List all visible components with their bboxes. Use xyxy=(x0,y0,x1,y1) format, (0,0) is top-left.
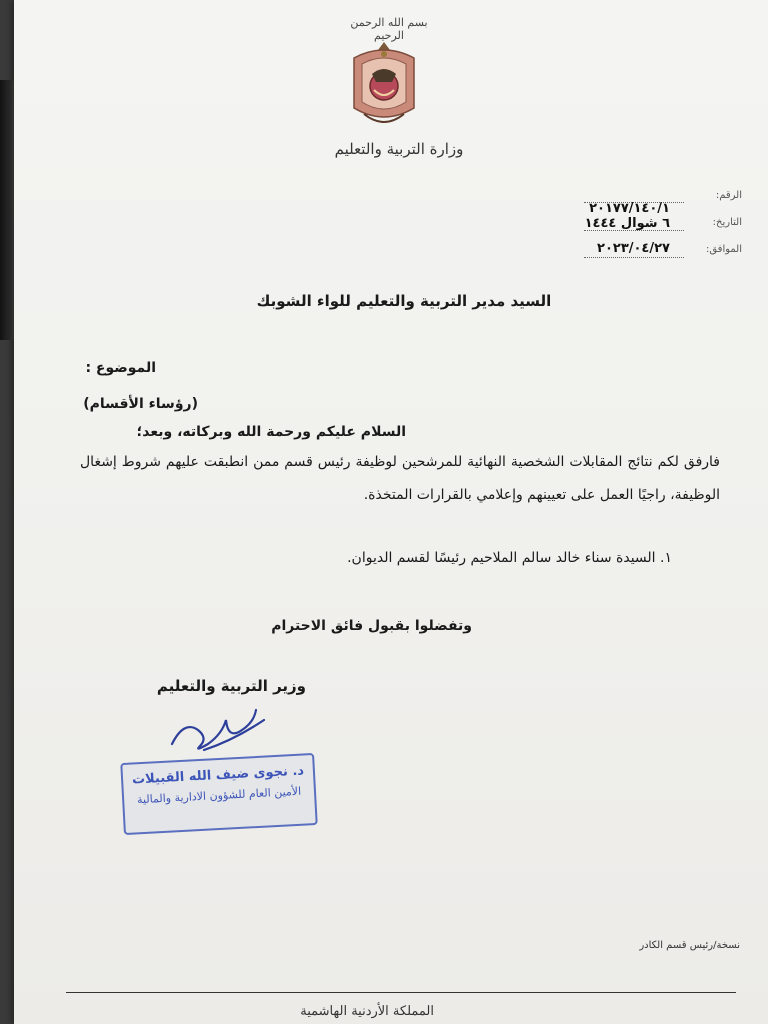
basmala-text: بسم الله الرحمن الرحيم xyxy=(350,16,428,42)
handwritten-signature xyxy=(164,700,284,760)
addressee: السيد مدير التربية والتعليم للواء الشوبك xyxy=(256,292,552,310)
greg-label: الموافق: xyxy=(705,244,742,255)
ministry-name: وزارة التربية والتعليم xyxy=(334,140,464,158)
official-stamp xyxy=(120,753,318,835)
signer-title: وزير التربية والتعليم xyxy=(156,677,306,695)
ref-label: الرقم: xyxy=(715,190,742,201)
jordan-coat-of-arms-icon xyxy=(344,38,424,138)
stamp-title: الأمين العام للشؤون الادارية والمالية xyxy=(136,784,302,807)
copy-to-note: نسخة/رئيس قسم الكادر xyxy=(639,940,740,951)
list-item: ١. السيدة سناء خالد سالم الملاحيم رئيسًا لقسم الديوان. xyxy=(347,550,672,566)
footer-divider xyxy=(66,992,736,993)
date-label: التاريخ: xyxy=(712,217,742,228)
letter-page xyxy=(14,0,768,1024)
greeting: السلام عليكم ورحمة الله وبركاته، وبعد؛ xyxy=(136,424,406,440)
body-paragraph: فارفق لكم نتائج المقابلات الشخصية النهائية للمرشحين لوظيفة رئيس قسم ممن انطبقت عليهم شروط إشغال الوظيفة، راجيًا العمل على تعيينهم وإعلامي بالقرارات المتخذة. xyxy=(80,454,720,503)
date-value: ٦ شوال ١٤٤٤ xyxy=(584,216,670,231)
ref-value: ٢٠١٧٧/١٤٠/١ xyxy=(589,201,670,216)
greg-line xyxy=(584,257,684,258)
greg-value: ٢٠٢٣/٠٤/٢٧ xyxy=(597,241,670,256)
subject-value: (رؤساء الأقسام) xyxy=(83,396,198,412)
closing-line: وتفضلوا بقبول فائق الاحترام xyxy=(271,618,472,634)
subject-label: الموضوع : xyxy=(85,360,156,376)
stamp-name: د. نجوى ضيف الله القبيلات xyxy=(131,763,305,788)
footer-text: المملكة الأردنية الهاشمية xyxy=(300,1004,434,1019)
